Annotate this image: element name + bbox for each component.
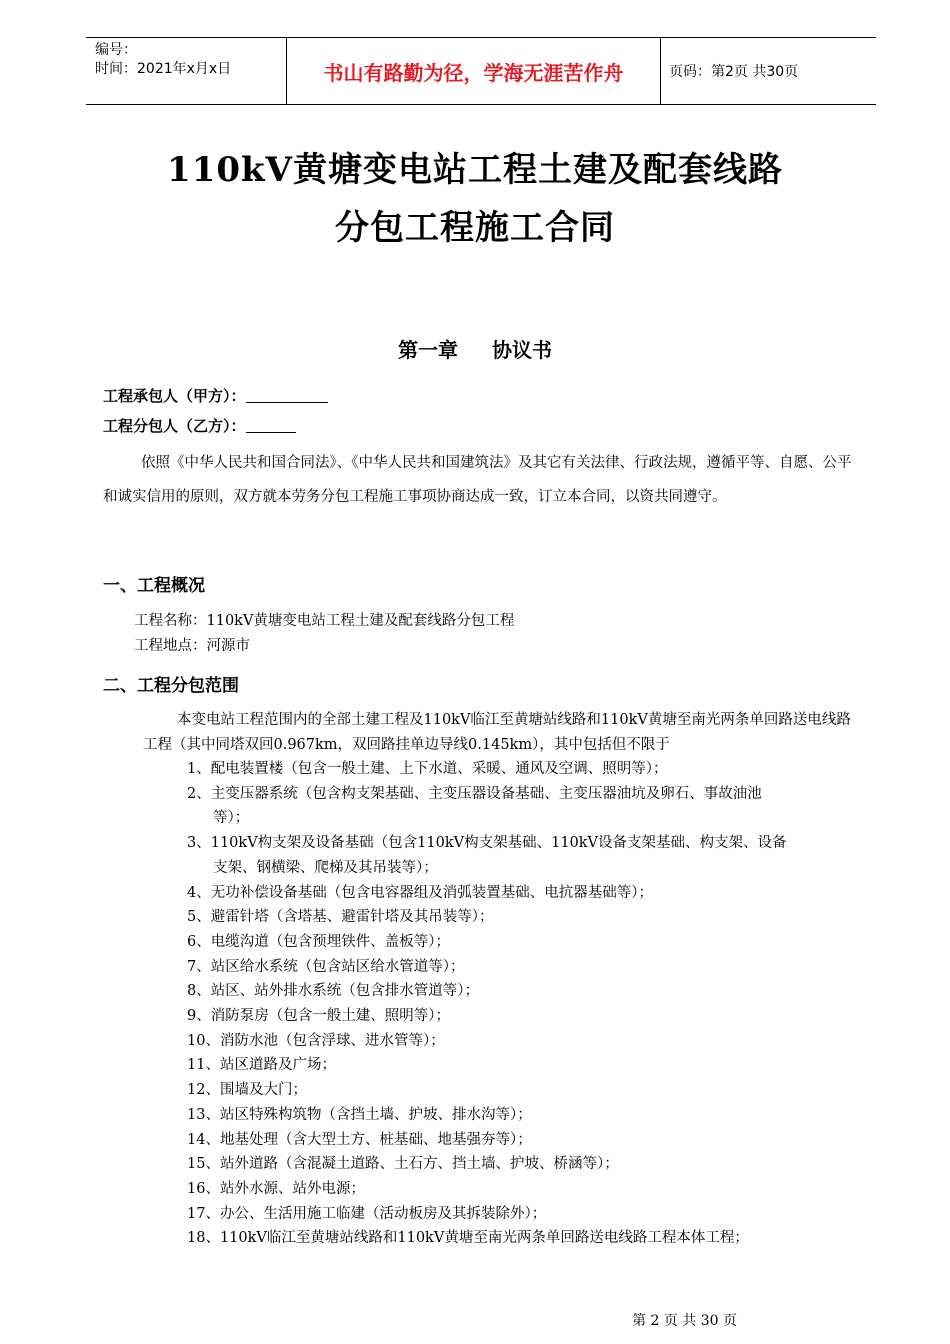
document-time-label: 时间：2021年x月x日 [95, 61, 232, 77]
list-item: 16、站外水源、站外电源； [187, 1180, 365, 1197]
list-item: 6、电缆沟道（包含预埋铁件、盖板等）； [187, 933, 450, 950]
intro-paragraph: 依照《中华人民共和国合同法》、《中华人民共和国建筑法》及其它有关法律、行政法规，遵循平等、自愿、公平和诚实信用的原则，双方就本劳务分包工程施工事项协商达成一致，订立本合同，以资共同遵守。 [103, 455, 852, 505]
list-item: 1、配电装置楼（包含一般土建、上下水道、采暖、通风及空调、照明等）； [187, 761, 668, 777]
list-item: 10、消防水池（包含浮球、进水管等）； [187, 1032, 445, 1049]
party-a-blank [246, 388, 328, 403]
list-item: 5、避雷针塔（含塔基、避雷针塔及其吊装等）； [187, 909, 494, 926]
section-2-title: 二、工程分包范围 [103, 676, 239, 696]
party-a-line [103, 385, 328, 406]
list-item: 15、站外道路（含混凝土道路、土石方、挡土墙、护坡、桥涵等）； [187, 1156, 619, 1173]
header-page-info: 页码：第2页 共30页 [669, 64, 799, 80]
page-header [86, 37, 876, 105]
project-name: 工程名称：110kV黄塘变电站工程土建及配套线路分包工程 [134, 613, 515, 629]
list-item: 12、围墙及大门； [187, 1082, 307, 1099]
list-item: 11、站区道路及广场； [187, 1057, 336, 1074]
scope-intro: 本变电站工程范围内的全部土建工程及110kV临江至黄塘站线路和110kV黄塘至南光两条单回路送电线路工程（其中同塔双回0.967km，双回路挂单边导线0.145km），其中包括但不限于 [143, 712, 851, 753]
list-item: 3、110kV构支架及设备基础（包含110kV构支架基础、110kV设备支架基础、构支架、设备 支架、钢横梁、爬梯及其吊装等）； [187, 835, 787, 876]
list-item: 18、110kV临江至黄塘站线路和110kV黄塘至南光两条单回路送电线路工程本体工程； [187, 1230, 749, 1247]
list-item: 7、站区给水系统（包含站区给水管道等）； [187, 958, 465, 975]
list-item: 9、消防泵房（包含一般土建、照明等）； [187, 1008, 450, 1025]
list-item: 4、无功补偿设备基础（包含电容器组及消弧装置基础、电抗器基础等）； [187, 884, 653, 901]
party-b-label: 工程分包人（乙方）： [103, 417, 246, 435]
party-a-label: 工程承包人（甲方）： [103, 387, 246, 405]
chapter-heading [0, 334, 950, 363]
list-item: 14、地基处理（含大型土方、桩基础、地基强夯等）； [187, 1131, 532, 1148]
page-footer: 第 2 页 共 30 页 [632, 1313, 737, 1329]
chapter-title: 协议书 [492, 338, 552, 362]
party-b-blank [246, 418, 296, 433]
header-motto: 书山有路勤为径，学海无涯苦作舟 [287, 38, 661, 104]
party-b-line [103, 415, 296, 436]
list-item: 2、主变压器系统（包含构支架基础、主变压器设备基础、主变压器油坑及卵石、事故油池 等）； [187, 785, 762, 827]
document-number-label: 编号： [95, 42, 137, 58]
chapter-number: 第一章 [398, 338, 458, 362]
list-item: 13、站区特殊构筑物（含挡土墙、护坡、排水沟等）； [187, 1106, 532, 1123]
document-title-line-2: 分包工程施工合同 [335, 208, 615, 248]
document-title-line-1: 110kV黄塘变电站工程土建及配套线路 [167, 150, 783, 190]
header-meta [86, 38, 287, 104]
project-location: 工程地点：河源市 [134, 638, 250, 654]
scope-item-list [187, 757, 867, 1251]
list-item: 17、办公、生活用施工临建（活动板房及其拆装除外）； [187, 1205, 547, 1222]
list-item: 8、站区、站外排水系统（包含排水管道等）； [187, 983, 479, 1000]
section-1-title: 一、工程概况 [103, 576, 205, 596]
